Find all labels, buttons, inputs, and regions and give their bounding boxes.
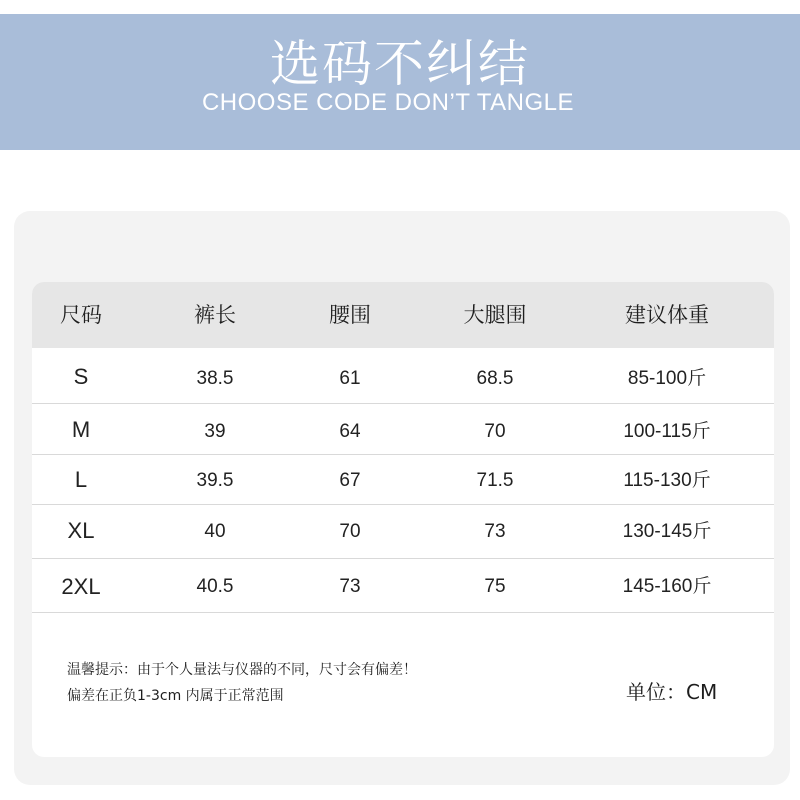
cell-size: S [73,364,89,389]
cell-weight: 145-160斤 [622,576,712,597]
cell-size: L [74,467,88,492]
header-weight: 建议体重 [625,303,709,327]
cell-size: M [71,417,91,442]
cell-pants-length: 40.5 [196,576,234,597]
size-table-panel [32,282,774,757]
cell-weight: 130-145斤 [622,521,712,542]
table-header-row [32,282,774,348]
cell-waist: 73 [339,576,361,597]
cell-size: XL [67,518,95,543]
cell-pants-length: 39.5 [196,470,234,491]
tip-text: 温馨提示：由于个人量法与仪器的不同，尺寸会有偏差！ [67,662,417,678]
cell-thigh: 70 [484,421,506,442]
table-row [32,348,774,404]
cell-thigh: 68.5 [476,368,514,389]
table-row [32,404,774,455]
cell-thigh: 73 [484,521,506,542]
banner-title: 选码不纠结 [270,35,530,93]
banner-subtitle: CHOOSE CODE DON’T TANGLE [201,89,575,116]
cell-thigh: 71.5 [476,470,514,491]
header-pants-length: 裤长 [194,303,236,327]
cell-pants-length: 40 [204,521,226,542]
cell-weight: 115-130斤 [623,470,711,491]
cell-waist: 70 [339,521,361,542]
cell-thigh: 75 [484,576,506,597]
cell-pants-length: 39 [204,421,226,442]
cell-size: 2XL [61,574,101,599]
table-row [32,505,774,559]
cell-waist: 67 [339,470,361,491]
header-size: 尺码 [60,303,102,327]
table-row [32,559,774,613]
tolerance-text: 偏差在正负1-3cm 内属于正常范围 [67,688,284,704]
unit-label: 单位：CM [626,680,718,704]
cell-weight: 100-115斤 [623,421,711,442]
header-waist: 腰围 [329,303,371,327]
cell-waist: 61 [339,368,361,389]
cell-waist: 64 [339,421,361,442]
cell-pants-length: 38.5 [196,368,234,389]
cell-weight: 85-100斤 [627,368,707,389]
header-thigh: 大腿围 [463,303,527,327]
title-banner [0,14,800,150]
table-row [32,455,774,505]
